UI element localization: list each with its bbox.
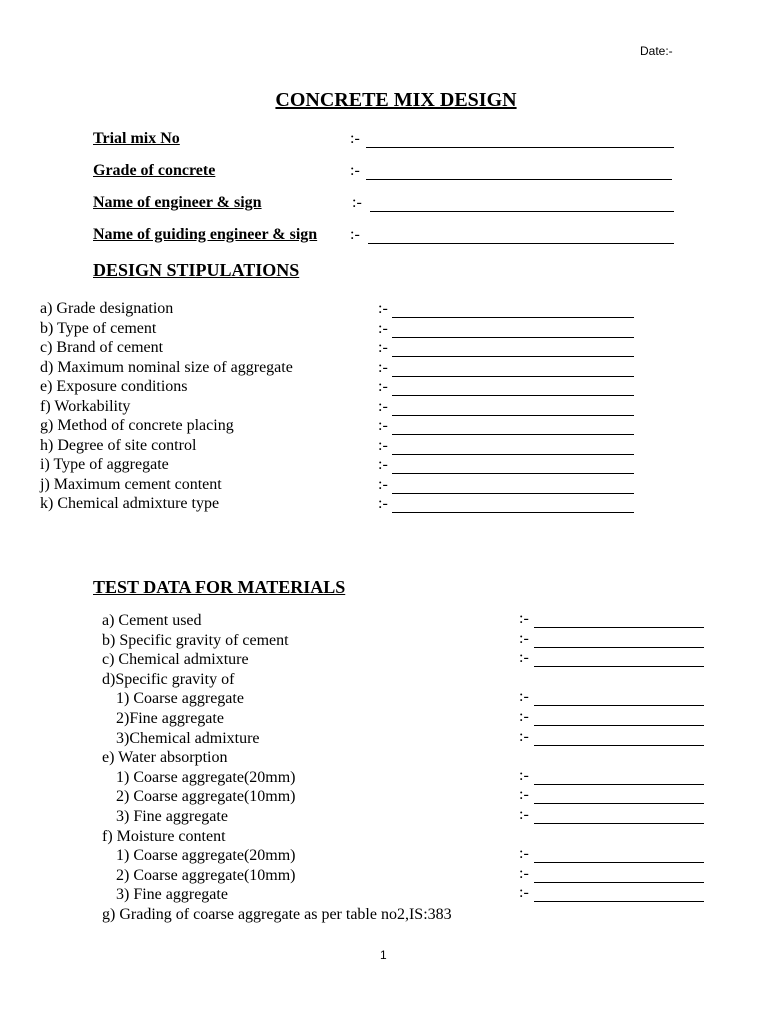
stipulation-input-line[interactable] — [392, 317, 634, 318]
test-data-separator: :- — [519, 688, 529, 706]
test-data-separator: :- — [519, 845, 529, 863]
test-data-input-line[interactable] — [534, 725, 704, 726]
test-data-input-line[interactable] — [534, 705, 704, 706]
stipulation-separator: :- — [378, 300, 388, 317]
test-data-label: d)Specific gravity of — [102, 670, 235, 688]
stipulation-separator: :- — [378, 436, 388, 454]
stipulation-label: h) Degree of site control — [40, 436, 197, 454]
stipulation-separator: :- — [378, 319, 388, 337]
stipulation-label: j) Maximum cement content — [40, 475, 222, 493]
stipulation-label: c) Brand of cement — [40, 339, 164, 356]
test-data-label: 1) Coarse aggregate(20mm) — [116, 768, 296, 786]
test-data-separator: :- — [519, 786, 529, 804]
trial-mix-label: Trial mix No — [93, 130, 180, 147]
test-data-separator: :- — [519, 649, 529, 667]
test-data-label: 2) Coarse aggregate(10mm) — [116, 788, 296, 806]
design-stipulations-heading: DESIGN STIPULATIONS — [93, 260, 300, 280]
test-data-label: 1) Coarse aggregate — [116, 690, 244, 708]
trial-mix-separator: :- — [350, 130, 360, 147]
test-data-label: 2)Fine aggregate — [116, 710, 224, 727]
stipulation-input-line[interactable] — [392, 395, 634, 396]
test-data-separator: :- — [519, 884, 529, 902]
stipulation-input-line[interactable] — [392, 434, 634, 435]
page-number: 1 — [380, 948, 387, 962]
test-data-input-line[interactable] — [534, 666, 704, 667]
test-data-separator: :- — [519, 610, 529, 627]
test-data-input-line[interactable] — [534, 803, 704, 804]
stipulation-separator: :- — [378, 397, 388, 415]
test-data-heading: TEST DATA FOR MATERIALS — [93, 577, 346, 597]
stipulation-label: k) Chemical admixture type — [40, 495, 220, 512]
stipulation-separator: :- — [378, 475, 388, 493]
stipulation-label: d) Maximum nominal size of aggregate — [40, 358, 293, 376]
stipulation-input-line[interactable] — [392, 356, 634, 357]
test-data-separator: :- — [519, 708, 529, 725]
test-data-input-line[interactable] — [534, 647, 704, 648]
test-data-input-line[interactable] — [534, 784, 704, 785]
test-data-label: 3)Chemical admixture — [116, 729, 260, 747]
guiding-engineer-separator: :- — [350, 226, 360, 243]
stipulation-input-line[interactable] — [392, 454, 634, 455]
test-data-label: b) Specific gravity of cement — [102, 631, 289, 649]
stipulation-separator: :- — [378, 456, 388, 473]
trial-mix-line[interactable] — [366, 147, 674, 148]
test-data-input-line[interactable] — [534, 901, 704, 902]
stipulation-input-line[interactable] — [392, 337, 634, 338]
grade-of-concrete-line[interactable] — [366, 179, 672, 180]
stipulation-separator: :- — [378, 378, 388, 395]
stipulation-label: a) Grade designation — [40, 300, 174, 317]
stipulation-input-line[interactable] — [392, 473, 634, 474]
test-data-label: c) Chemical admixture — [102, 651, 249, 669]
test-data-label: e) Water absorption — [102, 749, 228, 767]
test-data-input-line[interactable] — [534, 882, 704, 883]
stipulation-label: i) Type of aggregate — [40, 456, 169, 473]
engineer-name-line[interactable] — [370, 211, 674, 212]
test-data-label: f) Moisture content — [102, 827, 226, 845]
stipulation-separator: :- — [378, 417, 388, 434]
grade-of-concrete-separator: :- — [350, 162, 360, 179]
guiding-engineer-label: Name of guiding engineer & sign — [93, 226, 318, 243]
stipulation-separator: :- — [378, 495, 388, 512]
date-label: Date:- — [640, 44, 673, 58]
test-data-label: 3) Fine aggregate — [116, 886, 228, 904]
test-data-label: 1) Coarse aggregate(20mm) — [116, 847, 296, 865]
test-data-label: g) Grading of coarse aggregate as per table no2,IS:383 — [102, 906, 452, 923]
test-data-separator: :- — [519, 727, 529, 745]
guiding-engineer-line[interactable] — [368, 243, 674, 244]
stipulation-label: f) Workability — [40, 397, 131, 415]
stipulation-input-line[interactable] — [392, 376, 634, 377]
test-data-separator: :- — [519, 766, 529, 784]
test-data-separator: :- — [519, 806, 529, 823]
test-data-input-line[interactable] — [534, 823, 704, 824]
test-data-input-line[interactable] — [534, 627, 704, 628]
test-data-separator: :- — [519, 864, 529, 882]
page-title: CONCRETE MIX DESIGN — [275, 89, 517, 111]
test-data-label: 2) Coarse aggregate(10mm) — [116, 866, 296, 884]
stipulation-label: e) Exposure conditions — [40, 378, 188, 395]
stipulation-label: b) Type of cement — [40, 319, 157, 337]
test-data-input-line[interactable] — [534, 745, 704, 746]
grade-of-concrete-label: Grade of concrete — [93, 162, 216, 179]
stipulation-label: g) Method of concrete placing — [40, 417, 234, 434]
engineer-name-label: Name of engineer & sign — [93, 194, 262, 211]
stipulation-input-line[interactable] — [392, 415, 634, 416]
stipulation-separator: :- — [378, 339, 388, 356]
stipulation-separator: :- — [378, 358, 388, 376]
test-data-input-line[interactable] — [534, 862, 704, 863]
test-data-label: 3) Fine aggregate — [116, 808, 228, 825]
stipulation-input-line[interactable] — [392, 512, 634, 513]
test-data-separator: :- — [519, 629, 529, 647]
stipulation-input-line[interactable] — [392, 493, 634, 494]
test-data-label: a) Cement used — [102, 612, 202, 629]
engineer-name-separator: :- — [352, 194, 362, 211]
